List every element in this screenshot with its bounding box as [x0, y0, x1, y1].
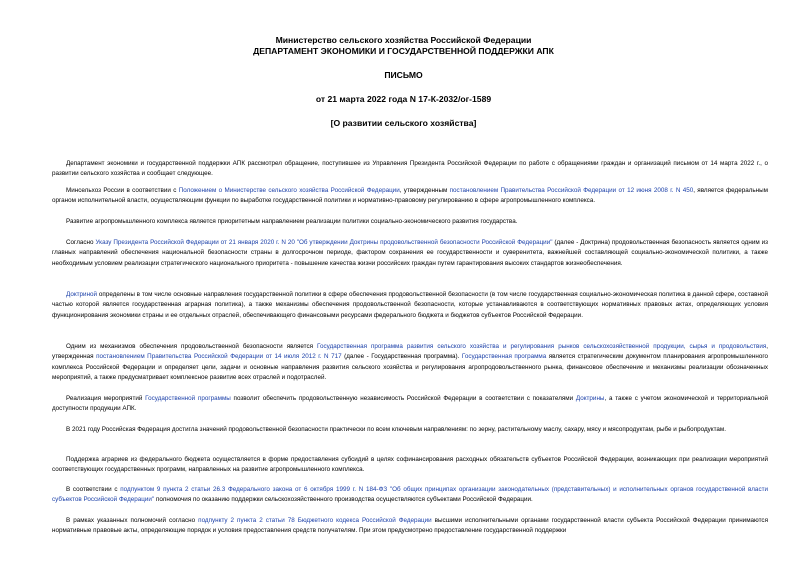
- link-government-decree-450[interactable]: постановлением Правительства Российской Федерации от 12 июня 2008 г. N 450: [449, 187, 694, 194]
- link-presidential-decree-20[interactable]: Указу Президента Российской Федерации от 21 января 2020 г. N 20 "Об утверждении Доктрины продовольственной безопасности Российской Федерации": [95, 239, 553, 246]
- text: Минсельхоз России в соответствии с: [66, 187, 179, 194]
- text: В рамках указанных полномочий согласно: [66, 517, 199, 524]
- paragraph-10: [52, 485, 768, 506]
- paragraph-11: [52, 516, 768, 537]
- paragraph-5: [52, 290, 768, 321]
- link-state-program-short[interactable]: Государственная программа: [461, 353, 547, 361]
- text: определены в том числе основные направления государственной политики в сфере обеспечения продовольственной безопасности (в том числе государственная социально-экономическая политика в данной сфере, составной частью которой является государственная аграрная политика), а также механизмы обеспечения продовольственной безопасности, которые устанавливаются в соответствующих нормативных правовых актах, определяющих условия функционирования экономики страны и ее отдельных отраслей, обеспечивающего финансовыми ресурсами федерального бюджета и бюджетов субъектов Российской Федерации.: [52, 291, 768, 319]
- text: , является федеральным органом исполнительной власти, осуществляющим функции по выработке государственной политики и нормативно-правовому регулированию в сфере агропромышленного комплекса.: [52, 187, 768, 205]
- paragraph-4: [52, 238, 768, 269]
- link-federal-law-184[interactable]: подпунктом 9 пункта 2 статьи 26.3 Федерального закона от 6 октября 1999 г. N 184-ФЗ "Об общих принципах организации законодательных (представительных) и исполнительных органов государственной власти субъектов Российской Федерации": [52, 486, 768, 504]
- text: В соответствии с: [66, 486, 121, 493]
- document-subject: [О развитии сельского хозяйства]: [330, 118, 477, 128]
- text: Согласно: [66, 239, 96, 246]
- link-state-program[interactable]: Государственная программа развития сельского хозяйства и регулирования рынков сельскохозяйственной продукции, сырья и продовольствия: [317, 343, 767, 350]
- paragraph-1: Департамент экономики и государственной поддержки АПК рассмотрел обращение, поступившее из Управления Президента Российской Федерации по работе с обращениями граждан и организаций письмом от 14 марта 2022 г., о развитии сельского хозяйства и сообщает следующее.: [52, 160, 768, 178]
- text: , а также с учетом экономической и территориальной доступности продукции АПК.: [52, 395, 768, 413]
- paragraph-2: [52, 186, 768, 207]
- link-doctrine-2[interactable]: Доктрины: [575, 395, 605, 402]
- document-date-number: от 21 марта 2022 года N 17-К-2032/ог-1589: [315, 94, 492, 104]
- text: , утвержденным: [399, 187, 450, 194]
- text: (далее - Доктрина) продовольственная безопасность является одним из главных направлений обеспечения национальной безопасности страны в долгосрочном периоде, фактором сохранения ее государственности и суверенитета, важнейшей составляющей социально-экономической политики, а также необходимым условием реализации стратегического национального приоритета - повышение качества жизни российских граждан путем гарантирования высоких стандартов жизнеобеспечения.: [52, 239, 768, 267]
- text: позволит обеспечить продовольственную независимость Российской Федерации в соответствии с показателями: [230, 395, 576, 402]
- text: Одним из механизмов обеспечения продовольственной безопасности является: [66, 343, 318, 350]
- link-regulation-ministry[interactable]: Положением о Министерстве сельского хозяйства Российской Федерации: [178, 187, 400, 194]
- link-doctrine[interactable]: Доктриной: [66, 291, 98, 298]
- text: является стратегическим документом планирования агропромышленного комплекса Российской Федерации и определяет цели, задачи и основные направления развития сельского хозяйства и регулирования агропродовольственного рынка, финансовое обеспечение и механизмы реализации обозначенных мероприятий, а также предусматривает комплексное развитие всех отраслей и подотраслей.: [52, 353, 768, 382]
- link-government-decree-717[interactable]: постановлением Правительства Российской Федерации от 14 июля 2012 г. N 717: [96, 353, 342, 361]
- link-state-program-2[interactable]: Государственной программы: [145, 395, 231, 402]
- text: (далее - Государственная программа).: [341, 353, 462, 361]
- paragraph-9: Поддержка аграриев из федерального бюджета осуществляется в форме предоставления субсидий в целях софинансирования расходных обязательств субъектов Российской Федерации, возникающих при реализации мероприятий соответствующих государственных программ, направленных на развитие агропромышленного комплекса.: [52, 456, 768, 474]
- text: высшими исполнительными органами государственной власти субъекта Российской Федерации принимаются нормативные правовые акты, определяющие порядок и условия предоставления средств получателям. При этом предусмотрено предоставление государственной поддержки: [52, 517, 768, 535]
- text: , утвержденная: [52, 343, 768, 361]
- text: Реализация мероприятий: [66, 395, 146, 402]
- text: полномочия по оказанию поддержки сельскохозяйственного производства осуществляются субъектами Российской Федерации.: [154, 496, 533, 504]
- paragraph-7: [52, 394, 768, 415]
- paragraph-8: В 2021 году Российская Федерация достигла значений продовольственной безопасности практически по всем ключевым направлениям: по зерну, растительному маслу, сахару, мясу и мясопродуктам, рыбе и рыбопродуктам.: [66, 426, 727, 433]
- link-budget-code-78[interactable]: подпункту 2 пункта 2 статьи 78 Бюджетного кодекса Российской Федерации: [198, 517, 432, 524]
- department-title: ДЕПАРТАМЕНТ ЭКОНОМИКИ И ГОСУДАРСТВЕННОЙ ПОДДЕРЖКИ АПК: [253, 46, 554, 56]
- document-type: ПИСЬМО: [384, 70, 423, 80]
- paragraph-3: Развитие агропромышленного комплекса является приоритетным направлением реализации политики социально-экономического развития государства.: [66, 218, 518, 225]
- paragraph-6: [52, 342, 768, 384]
- ministry-title: Министерство сельского хозяйства Российской Федерации: [275, 35, 532, 45]
